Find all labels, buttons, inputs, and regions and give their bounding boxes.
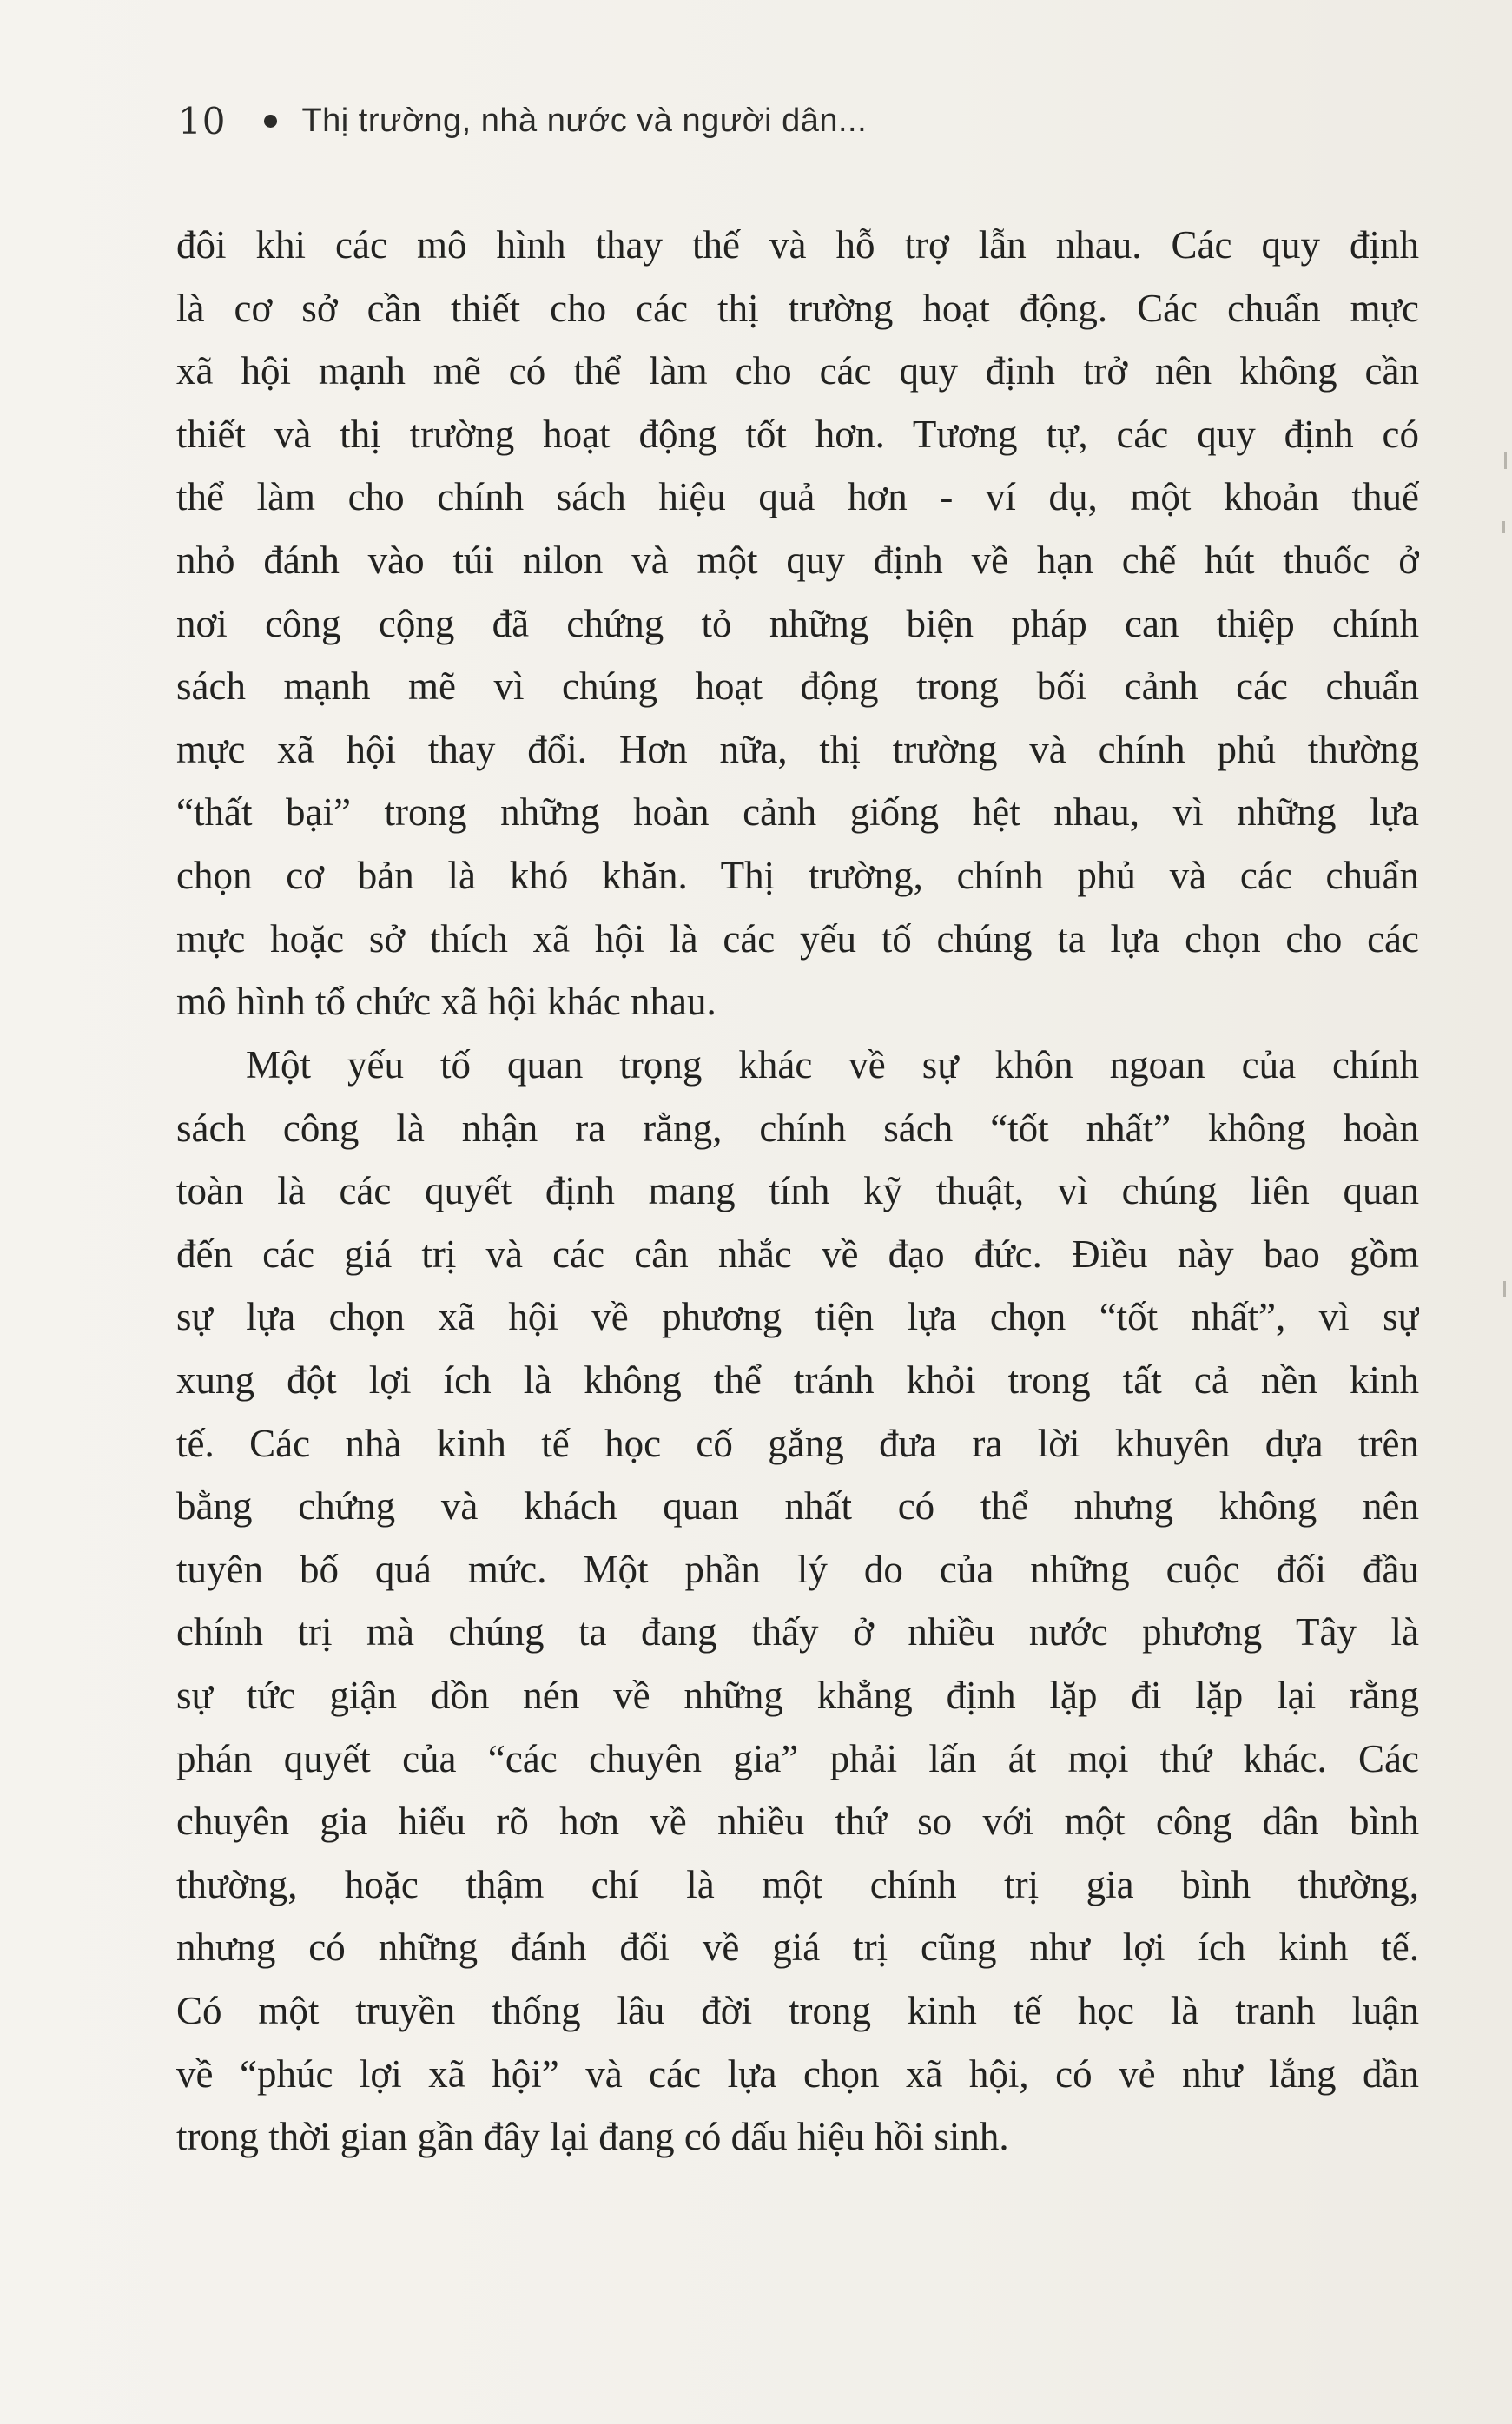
text-line: mực xã hội thay đổi. Hơn nữa, thị trường và chính phủ thường (176, 727, 1419, 771)
text-line: tế. Các nhà kinh tế học cố gắng đưa ra lời khuyên dựa trên (176, 1421, 1419, 1465)
text-line: toàn là các quyết định mang tính kỹ thuật, vì chúng liên quan (176, 1169, 1419, 1213)
text-line: đến các giá trị và các cân nhắc về đạo đức. Điều này bao gồm (176, 1232, 1419, 1276)
text-line: sự tức giận dồn nén về những khẳng định lặp đi lặp lại rằng (176, 1673, 1419, 1717)
text-line: chuyên gia hiểu rõ hơn về nhiều thứ so với một công dân bình (176, 1800, 1419, 1844)
text-line: phán quyết của “các chuyên gia” phải lấn át mọi thứ khác. Các (176, 1736, 1419, 1780)
text-line: trong thời gian gần đây lại đang có dấu hiệu hồi sinh. (176, 2115, 1009, 2159)
margin-mark (1503, 1281, 1506, 1297)
text-line: bằng chứng và khách quan nhất có thể nhưng không nên (176, 1484, 1419, 1529)
text-line: mô hình tổ chức xã hội khác nhau. (176, 980, 716, 1024)
text-line: mực hoặc sở thích xã hội là các yếu tố chúng ta lựa chọn cho các (176, 916, 1419, 961)
running-title: Thị trường, nhà nước và người dân... (301, 102, 868, 139)
text-line: đôi khi các mô hình thay thế và hỗ trợ lẫn nhau. Các quy định (176, 223, 1419, 267)
text-line: “thất bại” trong những hoàn cảnh giống hệt nhau, vì những lựa (176, 790, 1419, 835)
paragraph-2 (176, 1034, 1419, 2169)
text-line: chính trị mà chúng ta đang thấy ở nhiều nước phương Tây là (176, 1610, 1419, 1655)
text-line: Có một truyền thống lâu đời trong kinh tế học là tranh luận (176, 1988, 1419, 2032)
text-line: sự lựa chọn xã hội về phương tiện lựa chọn “tốt nhất”, vì sự (176, 1295, 1419, 1339)
text-line: nơi công cộng đã chứng tỏ những biện pháp can thiệp chính (176, 601, 1419, 645)
text-line: thiết và thị trường hoạt động tốt hơn. Tương tự, các quy định có (176, 412, 1419, 456)
running-head (178, 94, 867, 148)
text-line: sách mạnh mẽ vì chúng hoạt động trong bối cảnh các chuẩn (176, 664, 1419, 709)
bullet-icon (264, 115, 277, 128)
text-line: nhưng có những đánh đổi về giá trị cũng như lợi ích kinh tế. (176, 1925, 1419, 1970)
text-line: chọn cơ bản là khó khăn. Thị trường, chính phủ và các chuẩn (176, 853, 1419, 897)
text-line: tuyên bố quá mức. Một phần lý do của những cuộc đối đầu (176, 1547, 1419, 1591)
text-line: xã hội mạnh mẽ có thể làm cho các quy định trở nên không cần (176, 349, 1419, 393)
text-line: thể làm cho chính sách hiệu quả hơn - ví dụ, một khoản thuế (176, 475, 1419, 519)
margin-mark (1504, 452, 1507, 469)
text-line: về “phúc lợi xã hội” và các lựa chọn xã hội, có vẻ như lắng dần (176, 2051, 1419, 2096)
text-line: là cơ sở cần thiết cho các thị trường hoạt động. Các chuẩn mực (176, 286, 1419, 330)
text-line: xung đột lợi ích là không thể tránh khỏi trong tất cả nền kinh (176, 1357, 1419, 1402)
text-line: Một yếu tố quan trọng khác về sự khôn ngoan của chính (246, 1043, 1419, 1087)
margin-mark (1502, 521, 1505, 533)
text-line: sách công là nhận ra rằng, chính sách “tốt nhất” không hoàn (176, 1106, 1419, 1150)
page-number: 10 (178, 99, 227, 142)
text-line: nhỏ đánh vào túi nilon và một quy định về hạn chế hút thuốc ở (176, 538, 1419, 582)
paragraph-1 (176, 214, 1419, 1034)
text-line: thường, hoặc thậm chí là một chính trị gia bình thường, (176, 1862, 1419, 1906)
